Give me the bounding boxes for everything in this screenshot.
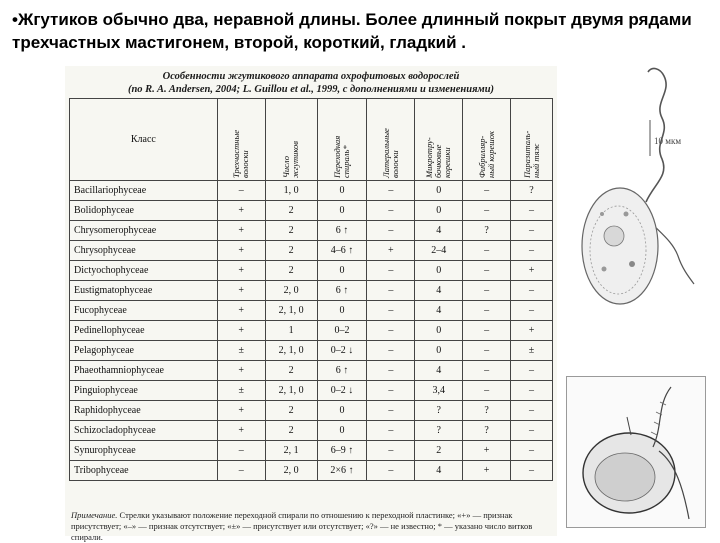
table-cell: + bbox=[217, 301, 265, 321]
table-row bbox=[70, 301, 553, 321]
table-title-line-1: Особенности жгутикового аппарата охрофитовых водорослей bbox=[162, 71, 460, 82]
table-cell: 0–2 ↓ bbox=[317, 341, 367, 361]
table-title-line-2: (по R. A. Andersen, 2004; L. Guillou et al., 1999, с дополнениями и изменениями) bbox=[127, 84, 495, 95]
table-cell: 0 bbox=[317, 301, 367, 321]
table-cell: 6–9 ↑ bbox=[317, 441, 367, 461]
table-cell: – bbox=[463, 241, 511, 261]
table-cell: 6 ↑ bbox=[317, 221, 367, 241]
table-cell: – bbox=[367, 341, 415, 361]
table-cell: – bbox=[511, 241, 553, 261]
table-row bbox=[70, 401, 553, 421]
table-cell: ± bbox=[217, 381, 265, 401]
table-cell: ? bbox=[415, 401, 463, 421]
table-cell: 0 bbox=[317, 261, 367, 281]
table-cell: – bbox=[511, 441, 553, 461]
column-header-label: Фибрилляр- ный корешок bbox=[476, 130, 496, 178]
table-cell: 0 bbox=[317, 181, 367, 201]
table-row bbox=[70, 241, 553, 261]
table-cell: 0 bbox=[317, 401, 367, 421]
column-header-paraxial-rod bbox=[511, 99, 553, 181]
table-row bbox=[70, 321, 553, 341]
table-cell: 0–2 ↓ bbox=[317, 381, 367, 401]
table-cell: – bbox=[367, 301, 415, 321]
table-cell: 1, 0 bbox=[265, 181, 317, 201]
table-row bbox=[70, 381, 553, 401]
table-cell: 2 bbox=[265, 261, 317, 281]
column-header-microtubular-roots bbox=[415, 99, 463, 181]
cell-body bbox=[582, 188, 658, 304]
table-row bbox=[70, 221, 553, 241]
nucleus bbox=[604, 226, 624, 246]
table-cell: 2, 1, 0 bbox=[265, 381, 317, 401]
table-cell: – bbox=[463, 261, 511, 281]
table-cell: ? bbox=[463, 221, 511, 241]
table-cell: – bbox=[511, 281, 553, 301]
table-cell: 2 bbox=[265, 361, 317, 381]
table-cell: + bbox=[463, 441, 511, 461]
column-header-flagella-number bbox=[265, 99, 317, 181]
table-cell: + bbox=[217, 201, 265, 221]
table-cell: – bbox=[367, 201, 415, 221]
table-cell: ? bbox=[463, 421, 511, 441]
table-cell: 4 bbox=[415, 461, 463, 481]
cell-drawing bbox=[574, 64, 710, 312]
table-cell: – bbox=[367, 321, 415, 341]
class-name-cell: Bolidophyceae bbox=[70, 201, 218, 221]
class-name-cell: Chrysophyceae bbox=[70, 241, 218, 261]
table-row bbox=[70, 341, 553, 361]
table-row bbox=[70, 181, 553, 201]
class-name-cell: Bacillariophyceae bbox=[70, 181, 218, 201]
class-name-cell: Pinguiophyceae bbox=[70, 381, 218, 401]
table-cell: 1 bbox=[265, 321, 317, 341]
table-cell: – bbox=[511, 301, 553, 321]
table-cell: – bbox=[463, 361, 511, 381]
table-cell: 2, 0 bbox=[265, 281, 317, 301]
stigma bbox=[629, 261, 635, 267]
table-cell: + bbox=[367, 241, 415, 261]
class-name-cell: Raphidophyceae bbox=[70, 401, 218, 421]
table-row bbox=[70, 421, 553, 441]
table-cell: 2, 1, 0 bbox=[265, 301, 317, 321]
table-cell: 2 bbox=[265, 201, 317, 221]
table-header-row bbox=[70, 99, 553, 181]
zoospore-drawing bbox=[566, 376, 706, 528]
table-cell: – bbox=[463, 181, 511, 201]
table-cell: – bbox=[367, 421, 415, 441]
table-cell: – bbox=[367, 181, 415, 201]
table-cell: – bbox=[511, 201, 553, 221]
table-cell: – bbox=[217, 441, 265, 461]
table-cell: 0 bbox=[415, 321, 463, 341]
table-cell: 4 bbox=[415, 281, 463, 301]
table-cell: – bbox=[217, 181, 265, 201]
table-cell: + bbox=[217, 321, 265, 341]
table-row bbox=[70, 201, 553, 221]
table-cell: 2×6 ↑ bbox=[317, 461, 367, 481]
table-cell: 0 bbox=[415, 341, 463, 361]
table-cell: ? bbox=[511, 181, 553, 201]
class-name-cell: Pedinellophyceae bbox=[70, 321, 218, 341]
table-cell: – bbox=[367, 261, 415, 281]
table-cell: 0 bbox=[415, 181, 463, 201]
column-header-label: Число жгутиков bbox=[281, 140, 301, 178]
table-cell: ? bbox=[415, 421, 463, 441]
table-cell: – bbox=[367, 401, 415, 421]
table-cell: 4 bbox=[415, 361, 463, 381]
column-header-class: Класс bbox=[70, 99, 218, 181]
table-cell: 2 bbox=[265, 241, 317, 261]
table-cell: ? bbox=[463, 401, 511, 421]
table-cell: ± bbox=[511, 341, 553, 361]
table-cell: – bbox=[367, 381, 415, 401]
table-cell: 2, 1 bbox=[265, 441, 317, 461]
table-note bbox=[71, 510, 551, 543]
table-cell: – bbox=[463, 281, 511, 301]
table-cell: 6 ↑ bbox=[317, 281, 367, 301]
table-row bbox=[70, 461, 553, 481]
column-header-label: Латеральные волоски bbox=[380, 127, 400, 178]
table-cell: + bbox=[463, 461, 511, 481]
table-cell: – bbox=[367, 461, 415, 481]
class-name-cell: Synurophyceae bbox=[70, 441, 218, 461]
table-cell: – bbox=[463, 301, 511, 321]
table-cell: – bbox=[511, 221, 553, 241]
column-header-fibrillar-root bbox=[463, 99, 511, 181]
table-cell: + bbox=[511, 321, 553, 341]
table-cell: + bbox=[217, 241, 265, 261]
table-cell: – bbox=[511, 421, 553, 441]
table-cell: – bbox=[463, 201, 511, 221]
column-header-label: Трехчастные волоски bbox=[231, 129, 251, 178]
column-header-lateral-hairs bbox=[367, 99, 415, 181]
rhizoplast bbox=[627, 417, 631, 435]
table-cell: + bbox=[217, 221, 265, 241]
table-row bbox=[70, 361, 553, 381]
table-row bbox=[70, 441, 553, 461]
table-cell: – bbox=[463, 341, 511, 361]
table-cell: – bbox=[511, 361, 553, 381]
class-name-cell: Tribophyceae bbox=[70, 461, 218, 481]
class-name-cell: Dictyochophyceae bbox=[70, 261, 218, 281]
flagella-table bbox=[69, 98, 553, 481]
table-cell: – bbox=[511, 461, 553, 481]
table-cell: 2 bbox=[415, 441, 463, 461]
table-cell: 0–2 bbox=[317, 321, 367, 341]
column-header-label: Микротру- бочковые корешки bbox=[424, 136, 453, 178]
table-cell: – bbox=[463, 381, 511, 401]
table-cell: 2, 1, 0 bbox=[265, 341, 317, 361]
table-cell: – bbox=[367, 361, 415, 381]
table-cell: 2 bbox=[265, 401, 317, 421]
zoospore-inner bbox=[595, 453, 655, 501]
table-cell: + bbox=[217, 401, 265, 421]
table-row bbox=[70, 281, 553, 301]
granule bbox=[600, 212, 604, 216]
class-name-cell: Pelagophyceae bbox=[70, 341, 218, 361]
granule bbox=[624, 212, 629, 217]
scale-label: 10 мкм bbox=[654, 136, 682, 146]
table-cell: – bbox=[463, 321, 511, 341]
column-header-label: Паразиталь- ный тяж bbox=[521, 130, 541, 178]
table-cell: – bbox=[367, 441, 415, 461]
class-name-cell: Fucophyceae bbox=[70, 301, 218, 321]
table-cell: – bbox=[511, 381, 553, 401]
table-cell: 6 ↑ bbox=[317, 361, 367, 381]
class-name-cell: Phaeothamniophyceae bbox=[70, 361, 218, 381]
table-scan bbox=[65, 66, 557, 542]
table-cell: 0 bbox=[415, 261, 463, 281]
table-cell: 4 bbox=[415, 301, 463, 321]
table-cell: 2–4 bbox=[415, 241, 463, 261]
table-cell: 2, 0 bbox=[265, 461, 317, 481]
class-name-cell: Chrysomerophyceae bbox=[70, 221, 218, 241]
note-lead: Примечание. bbox=[71, 510, 118, 520]
table-cell: ± bbox=[217, 341, 265, 361]
class-name-cell: Schizocladophyceae bbox=[70, 421, 218, 441]
anterior-flagellum bbox=[653, 387, 671, 447]
slide-heading: •Жгутиков обычно два, неравной длины. Более длинный покрыт двумя рядами трехчастных мастигонем, второй, короткий, гладкий . bbox=[12, 10, 692, 52]
class-name-cell: Eustigmatophyceae bbox=[70, 281, 218, 301]
column-header-transition-helix bbox=[317, 99, 367, 181]
table-cell: 4 bbox=[415, 221, 463, 241]
table-cell: 4–6 ↑ bbox=[317, 241, 367, 261]
column-header-label: Переходная спираль* bbox=[331, 135, 351, 178]
table-cell: 3,4 bbox=[415, 381, 463, 401]
note-text: Стрелки указывают положение переходной спирали по отношению к переходной пластинке; «+» — признак присутствует; «–» — признак отсутствует; «±» — присутствует или отсутствует; «?» — не известно; * — указано число витков спирали. bbox=[71, 510, 533, 542]
table-cell: + bbox=[217, 261, 265, 281]
table-cell: + bbox=[217, 421, 265, 441]
granule bbox=[602, 267, 607, 272]
table-cell: – bbox=[511, 401, 553, 421]
table-cell: – bbox=[367, 221, 415, 241]
table-cell: 0 bbox=[317, 421, 367, 441]
table-cell: 2 bbox=[265, 221, 317, 241]
table-cell: + bbox=[217, 281, 265, 301]
column-header-tripartite-hairs bbox=[217, 99, 265, 181]
table-cell: 0 bbox=[415, 201, 463, 221]
table-row bbox=[70, 261, 553, 281]
table-cell: – bbox=[367, 281, 415, 301]
table-title bbox=[65, 70, 557, 96]
table-cell: – bbox=[217, 461, 265, 481]
table-cell: 2 bbox=[265, 421, 317, 441]
table-body bbox=[70, 181, 553, 481]
table-cell: 0 bbox=[317, 201, 367, 221]
table-cell: + bbox=[217, 361, 265, 381]
table-cell: + bbox=[511, 261, 553, 281]
